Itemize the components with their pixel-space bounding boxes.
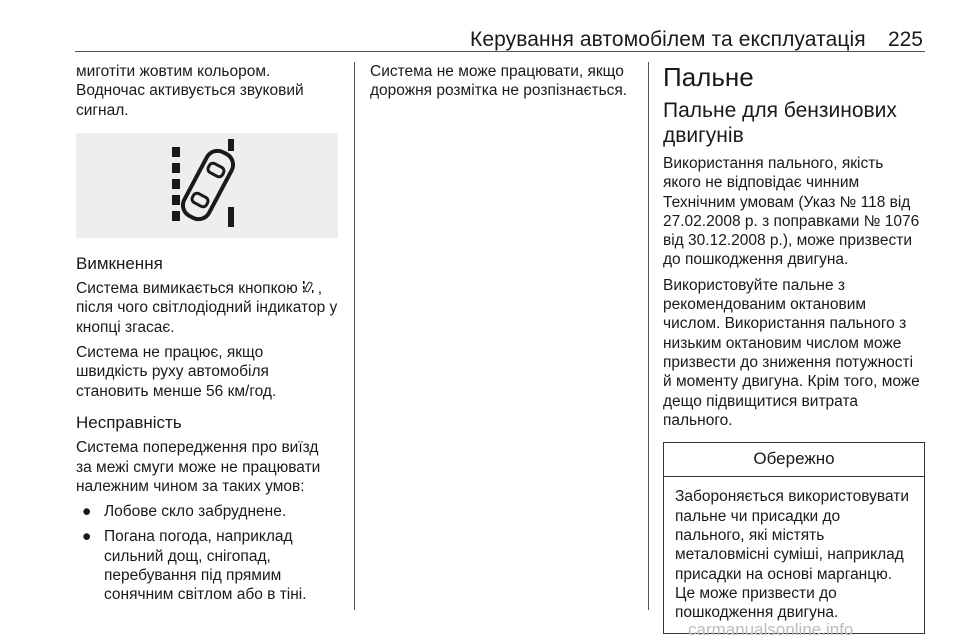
off-text-rest: після чого світлодіодний індикатор у кнопці згасає.	[76, 299, 338, 336]
column-2	[370, 62, 635, 107]
fuel-paragraph-1: Використання пального, якість якого не відповідає чинним Технічним умовам (Указ № 118 від 27.02.2008 р. з поправками № 1076 від 30.12.2008 р.), може призвести до пошкодження двигуна.	[663, 155, 920, 269]
column2-paragraph: Система не може працювати, якщо дорожня розмітка не розпізнається.	[370, 63, 628, 100]
section-subtitle: Пальне для бензинових двигунів	[663, 99, 897, 147]
list-item-text: Погана погода, наприклад сильний дощ, снігопад, перебування під прямим сонячним світлом або в тіні.	[104, 528, 307, 604]
caution-title: Обережно	[664, 443, 924, 477]
section-title: Пальне	[663, 62, 754, 92]
intro-line: Водночас активується звуковий	[76, 82, 304, 100]
off-paragraph-1	[76, 279, 338, 337]
intro-line: миготіти жовтим кольором.	[76, 63, 271, 80]
bullet-dot-icon: ●	[82, 503, 92, 521]
header-rule	[75, 51, 925, 52]
intro-line: сигнал.	[76, 101, 129, 119]
lane-departure-figure	[76, 133, 338, 238]
lane-departure-button-icon	[302, 281, 318, 296]
off-text-after-icon: ,	[317, 280, 323, 298]
header-title: Керування автомобілем та експлуатація	[470, 28, 866, 51]
list-item-text: Лобове скло забруднене.	[104, 503, 287, 521]
off-heading: Вимкнення	[76, 253, 163, 273]
fault-paragraph: Система попередження про виїзд за межі смуги може не працювати належним чином за таких умов:	[76, 439, 321, 495]
column-1	[76, 62, 338, 611]
column-divider-left	[354, 62, 355, 610]
caution-box	[663, 442, 925, 633]
list-item	[76, 527, 338, 604]
lane-departure-warning-icon	[76, 133, 338, 238]
column-3	[663, 62, 925, 634]
column-divider-right	[648, 62, 649, 610]
off-paragraph-2: Система не працює, якщо швидкість руху автомобіля становить менше 56 км/год.	[76, 344, 277, 400]
fault-heading: Несправність	[76, 412, 182, 432]
intro-paragraph	[76, 62, 338, 120]
caution-body: Забороняється використовувати пальне чи присадки до пального, які містять металовмісні суміші, наприклад присадки на основі марганцю. Це може призвести до пошкодження двигуна.	[675, 488, 909, 622]
off-text-before-icon: Система вимикається кнопкою	[76, 280, 298, 298]
fuel-paragraph-2: Використовуйте пальне з рекомендованим октановим числом. Використання пального з низьким октановим числом може призвести до зниження потужності й моменту двигуна. Крім того, може дещо підвищитися витрата пального.	[663, 276, 920, 429]
page-number: 225	[887, 28, 923, 51]
fault-conditions-list	[76, 502, 338, 604]
watermark: carmanualsonline.info	[688, 620, 854, 639]
bullet-dot-icon: ●	[82, 528, 92, 546]
list-item	[76, 502, 338, 521]
